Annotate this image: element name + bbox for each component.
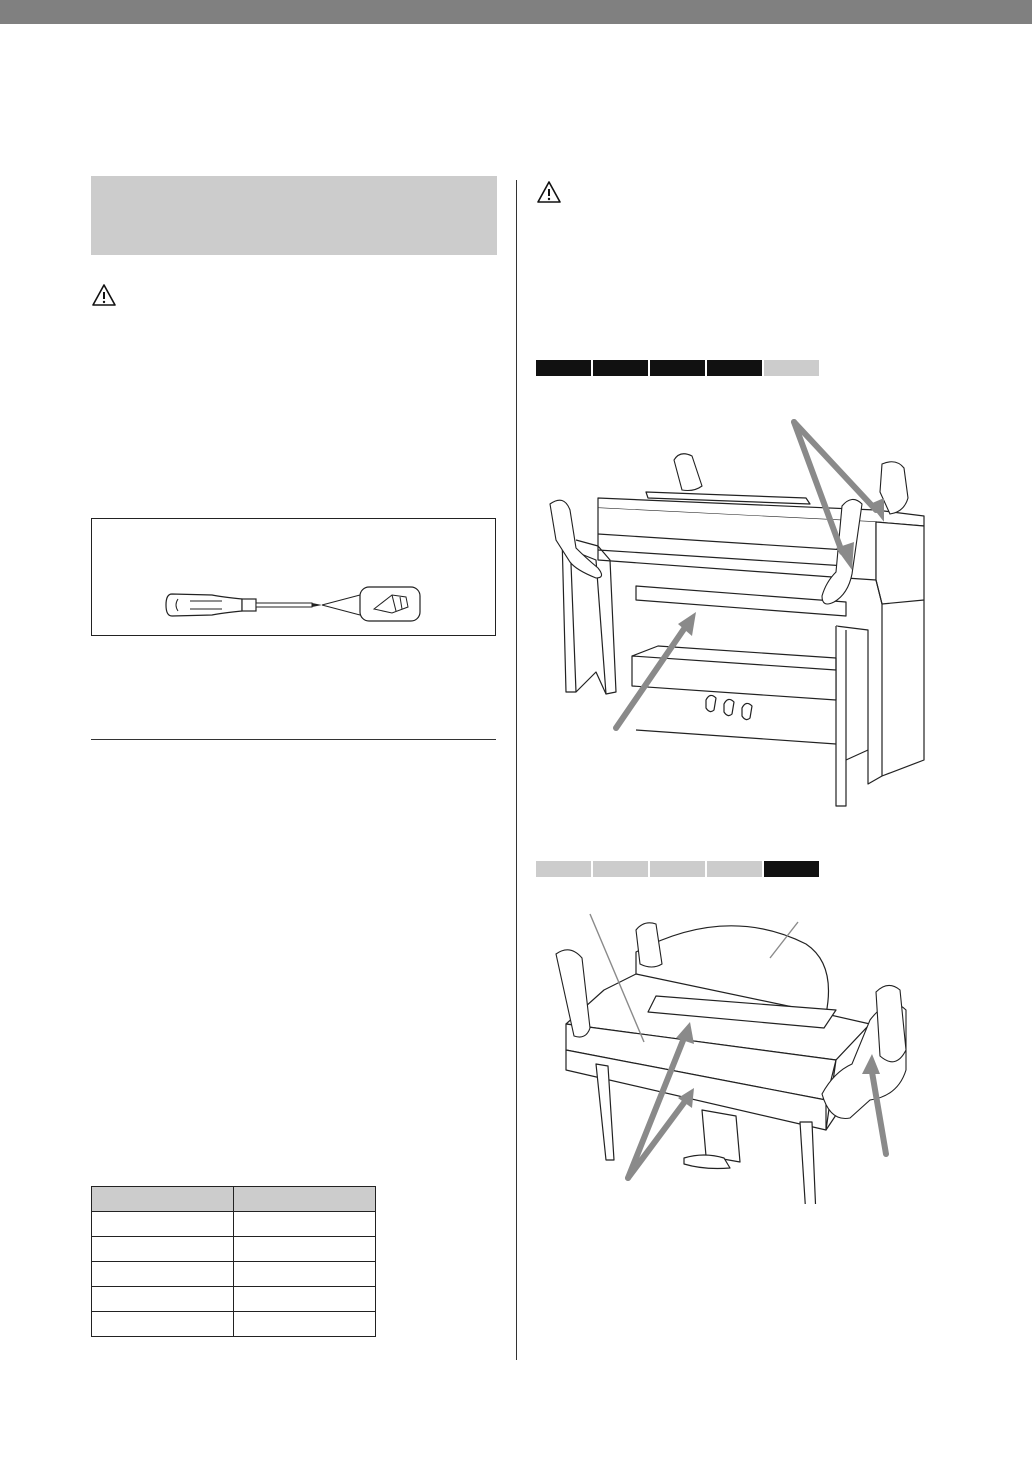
table-header-cell — [92, 1187, 234, 1212]
phillips-screwdriver-icon — [92, 519, 497, 637]
model-indicator-segment — [707, 360, 762, 376]
table-cell — [92, 1312, 234, 1337]
table-cell — [234, 1262, 376, 1287]
table-cell — [234, 1212, 376, 1237]
header-bar — [0, 0, 1032, 24]
table-cell — [234, 1237, 376, 1262]
table-row — [92, 1262, 376, 1287]
model-indicator-segment — [536, 360, 591, 376]
model-indicator-strip — [536, 861, 819, 877]
section-divider-line — [91, 739, 496, 740]
model-indicator-segment — [764, 861, 819, 877]
table-cell — [234, 1312, 376, 1337]
upright-piano-lift-illustration — [536, 400, 956, 820]
model-indicator-segment — [593, 861, 648, 877]
table-row — [92, 1312, 376, 1337]
model-indicator-segment — [650, 360, 705, 376]
model-indicator-strip — [536, 360, 819, 376]
table-cell — [92, 1262, 234, 1287]
spec-table — [91, 1186, 376, 1337]
table-row — [92, 1287, 376, 1312]
table-row — [92, 1237, 376, 1262]
table-cell — [92, 1212, 234, 1237]
section-title-banner — [91, 176, 497, 255]
model-indicator-segment — [650, 861, 705, 877]
model-indicator-segment — [764, 360, 819, 376]
warning-triangle-icon — [91, 283, 117, 307]
screwdriver-tip-detail-icon — [360, 587, 420, 621]
model-indicator-segment — [593, 360, 648, 376]
table-header-cell — [234, 1187, 376, 1212]
table-row — [92, 1212, 376, 1237]
table-cell — [234, 1287, 376, 1312]
model-indicator-segment — [707, 861, 762, 877]
table-cell — [92, 1287, 234, 1312]
warning-triangle-icon — [536, 180, 562, 204]
model-indicator-segment — [536, 861, 591, 877]
required-tool-box — [91, 518, 496, 636]
column-divider — [516, 180, 517, 1360]
table-cell — [92, 1237, 234, 1262]
grand-piano-lift-illustration — [536, 904, 956, 1204]
